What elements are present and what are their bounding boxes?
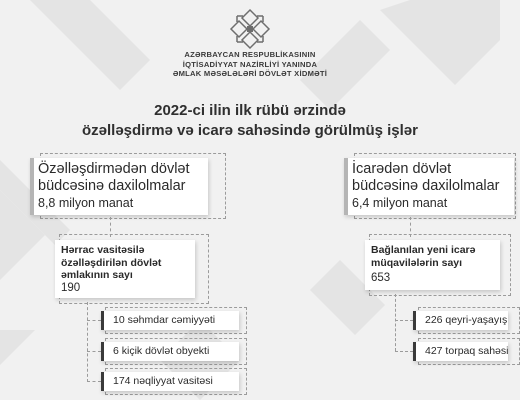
item-bar <box>101 372 104 391</box>
lease-label <box>352 161 500 195</box>
new-lease-label-line-2: müqavilələrin sayı <box>371 256 463 269</box>
logo-emblem-icon <box>229 8 271 50</box>
item-bar <box>413 342 416 361</box>
auction-count-value: 190 <box>61 282 81 294</box>
privatization-label <box>38 161 190 195</box>
new-lease-value: 653 <box>371 272 391 284</box>
new-lease-count-card <box>365 240 500 290</box>
privatization-revenue-card <box>30 158 208 215</box>
item-text: 174 nəqliyyat vasitəsi <box>113 375 213 387</box>
right-tree-line <box>395 294 396 351</box>
auction-label-line-3: əmlakının sayı <box>61 269 133 281</box>
left-branch-2 <box>87 351 101 352</box>
new-lease-label-line-1: Bağlanılan yeni icarə <box>371 244 476 256</box>
org-line-2: İQTİSADİYYAT NAZİRLİYİ YANINDA <box>182 59 318 69</box>
right-branch-1 <box>395 320 413 321</box>
item-bar <box>101 342 104 361</box>
item-text: 6 kiçik dövlət obyekti <box>113 345 210 357</box>
lease-value: 6,4 milyon manat <box>352 196 448 210</box>
lease-label-line-2: büdcəsinə daxilolmalar <box>352 178 500 194</box>
item-text: 10 səhmdar cəmiyyəti <box>113 314 216 326</box>
item-bar <box>413 311 416 330</box>
list-item <box>413 342 508 361</box>
privatization-value: 8,8 milyon manat <box>38 196 134 210</box>
left-branch-3 <box>87 381 101 382</box>
org-line-1: AZƏRBAYCAN RESPUBLİKASININ <box>184 50 316 59</box>
left-branch-1 <box>87 320 101 321</box>
lease-label-line-1: İcarədən dövlət <box>352 161 452 177</box>
organization-name <box>0 50 500 79</box>
item-text: 226 qeyri-yaşayış <box>425 314 508 326</box>
page-title <box>0 101 500 141</box>
privatization-label-line-2: büdcəsinə daxilolmalar <box>38 178 186 194</box>
list-item <box>101 372 239 391</box>
list-item <box>101 311 239 330</box>
auction-label-line-2: özəlləşdirilən dövlət <box>61 256 162 269</box>
org-line-3: ƏMLAK MƏSƏLƏLƏRİ DÖVLƏT XİDMƏTİ <box>172 69 328 78</box>
privatization-label-line-1: Özəlləşdirmədən dövlət <box>38 161 190 177</box>
item-bar <box>101 311 104 330</box>
auction-count-label <box>61 244 161 282</box>
right-branch-2 <box>395 351 413 352</box>
title-line-1: 2022-ci ilin ilk rübü ərzində <box>154 102 346 119</box>
auction-label-line-1: Hərrac vasitəsilə <box>61 244 145 256</box>
title-line-2: özəlləşdirmə və icarə sahəsində görülmüş işlər <box>82 122 418 139</box>
new-lease-label <box>371 244 475 269</box>
lease-revenue-card <box>344 158 514 215</box>
left-tree-line <box>87 302 88 382</box>
card-accent-bar <box>30 158 34 215</box>
auction-count-card <box>55 240 195 298</box>
item-text: 427 torpaq sahəsi <box>425 345 509 357</box>
list-item <box>413 311 508 330</box>
list-item <box>101 342 239 361</box>
card-accent-bar <box>344 158 348 215</box>
